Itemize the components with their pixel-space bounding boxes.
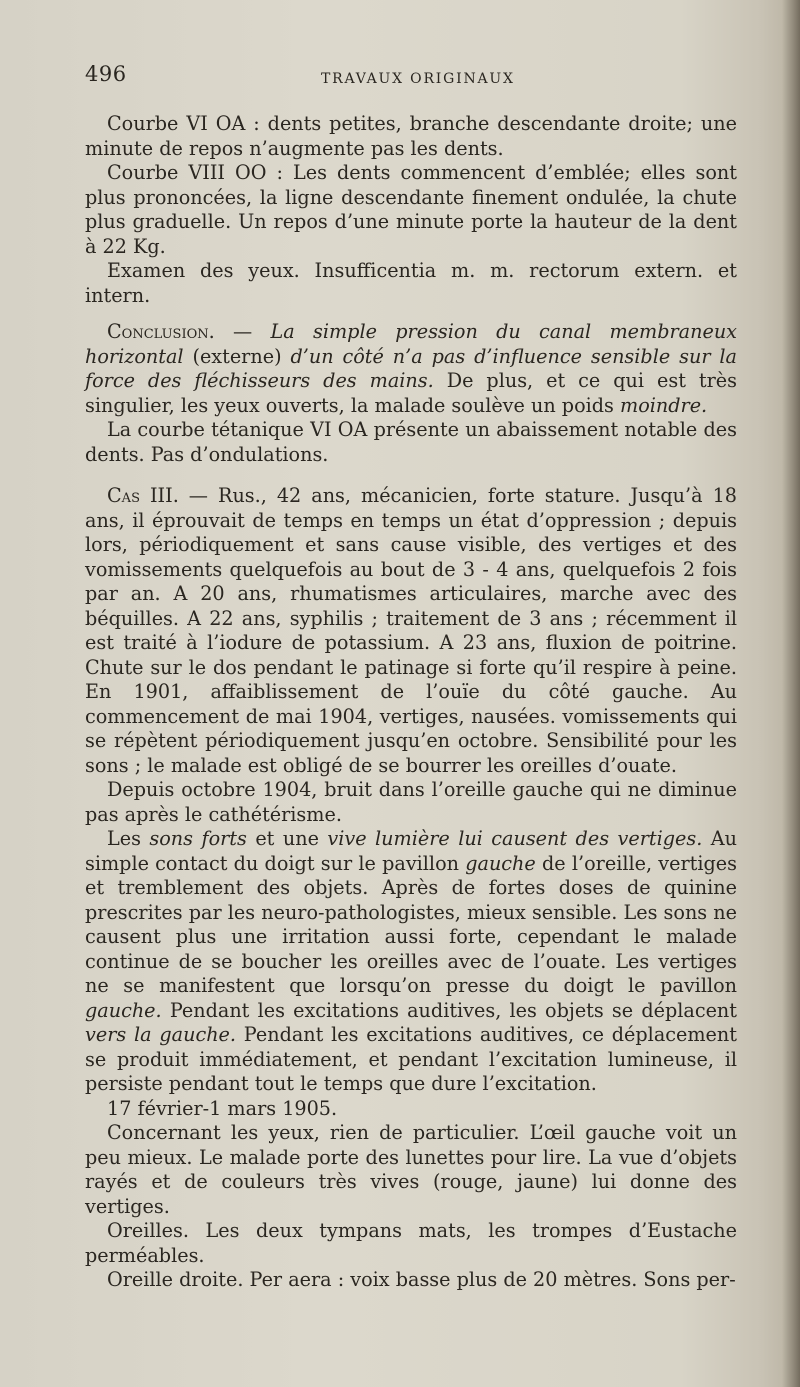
italic-run: gauche. — [85, 998, 162, 1022]
running-title: TRAVAUX ORIGINAUX — [321, 71, 515, 87]
paragraph-cas-iii — [85, 484, 737, 778]
paragraph-date — [85, 1097, 737, 1122]
italic-run: gauche — [465, 851, 536, 875]
paragraph-conclusion — [85, 320, 737, 418]
page-header — [85, 62, 740, 96]
text-run: (externe) — [183, 344, 291, 368]
paragraph-oreilles — [85, 1219, 737, 1268]
italic-run: vive lumière lui causent des vertiges. — [327, 827, 703, 850]
italic-run: moindre. — [620, 393, 708, 417]
text-run: Les — [107, 827, 150, 850]
text-run: Courbe VI OA : dents petites, branche descendante droite; une minute de repos n’augmente pas les dents. — [85, 112, 737, 160]
small-caps-run: Conclusion. — [107, 320, 215, 343]
text-run: De plus, et ce qui est très singulier, les yeux ouverts, la malade soulève un poids — [85, 369, 737, 417]
text-run: et une — [246, 827, 328, 850]
text-run: Oreille droite. Per aera : voix basse plus de 20 mètres. Sons per- — [107, 1268, 736, 1291]
paragraph-sons-forts — [85, 827, 737, 1097]
paragraph-courbe-viii — [85, 161, 737, 259]
text-run: Courbe VIII OO : Les dents commencent d’emblée; elles sont plus prononcées, la ligne descendante finement ondulée, la chute plus graduelle. Un repos d’une minute porte la hauteur de la dent à 22 Kg. — [85, 161, 737, 258]
binding-gutter-shadow — [782, 0, 800, 1387]
paragraph-courbe-vi — [85, 112, 737, 161]
page-number: 496 — [85, 62, 127, 86]
small-caps-run: Cas III. — [107, 484, 179, 507]
text-run: La courbe tétanique VI OA présente un abaissement notable des dents. Pas d’ondulations. — [85, 418, 737, 466]
paragraph-yeux — [85, 1121, 737, 1219]
paragraph-depuis-octobre — [85, 778, 737, 827]
italic-run: vers la gauche. — [85, 1023, 237, 1046]
text-run: de l’oreille, vertiges et tremblement des objets. Après de fortes doses de quinine prescrites par les neuro-pathologistes, mieux sensible. Les sons ne causent plus une irritation aussi forte, cependant le malade continue de se boucher les oreilles avec de l’ouate. Les vertiges ne se manifestent que lorsqu’on presse du doigt le pavillon — [85, 851, 737, 997]
text-run: Depuis octobre 1904, bruit dans l’oreille gauche qui ne diminue pas après le cathétérisme. — [85, 778, 737, 826]
italic-run: sons forts — [149, 827, 247, 850]
text-run: — — [214, 320, 271, 343]
body-text — [85, 112, 737, 1293]
text-run: Pendant les excitations auditives, ce déplacement se produit immédiatement, et pendant l’excitation lumineuse, il persiste pendant tout le temps que dure l’excitation. — [85, 1023, 737, 1095]
text-run: Examen des yeux. Insufficentia m. m. rectorum extern. et intern. — [85, 259, 737, 307]
italic-run: La simple pression du canal membraneux horizontal — [85, 320, 737, 368]
italic-run: d’un côté n’a pas d’influence sensible sur la force des fléchisseurs des mains. — [85, 344, 737, 392]
text-run: 17 février-1 mars 1905. — [107, 1096, 338, 1120]
text-run: — Rus., 42 ans, mécanicien, forte stature. Jusqu’à 18 ans, il éprouvait de temps en temps un état d’oppression ; depuis lors, périodiquement et sans cause visible, des vertiges et des vomissements quelquefois au bout de 3 - 4 ans, quelquefois 2 fois par an. A 20 ans, rhumatismes articulaires, marche avec des béquilles. A 22 ans, syphilis ; traitement de 3 ans ; récemment il est traité à l’iodure de potassium. A 23 ans, fluxion de poitrine. Chute sur le dos pendant le patinage si forte qu’il respire à peine. En 1901, affaiblissement de l’ouïe du côté gauche. Au commencement de mai 1904, vertiges, nausées. vomissements qui se répètent périodiquement jusqu’en octobre. Sensibilité pour les sons ; le malade est obligé de se bourrer les oreilles d’ouate. — [85, 484, 737, 777]
paragraph-examen-yeux — [85, 259, 737, 308]
paragraph-courbe-tetanique — [85, 418, 737, 467]
paragraph-oreille-droite — [85, 1268, 737, 1293]
text-run: Oreilles. Les deux tympans mats, les trompes d’Eustache perméables. — [85, 1219, 737, 1267]
text-run: Pendant les excitations auditives, les objets se déplacent — [161, 998, 737, 1022]
text-run: Au simple contact du doigt sur le pavillon — [85, 827, 737, 875]
text-run: Concernant les yeux, rien de particulier. L’œil gauche voit un peu mieux. Le malade porte des lunettes pour lire. La vue d’objets rayés et de couleurs très vives (rouge, jaune) lui donne des vertiges. — [85, 1121, 737, 1218]
